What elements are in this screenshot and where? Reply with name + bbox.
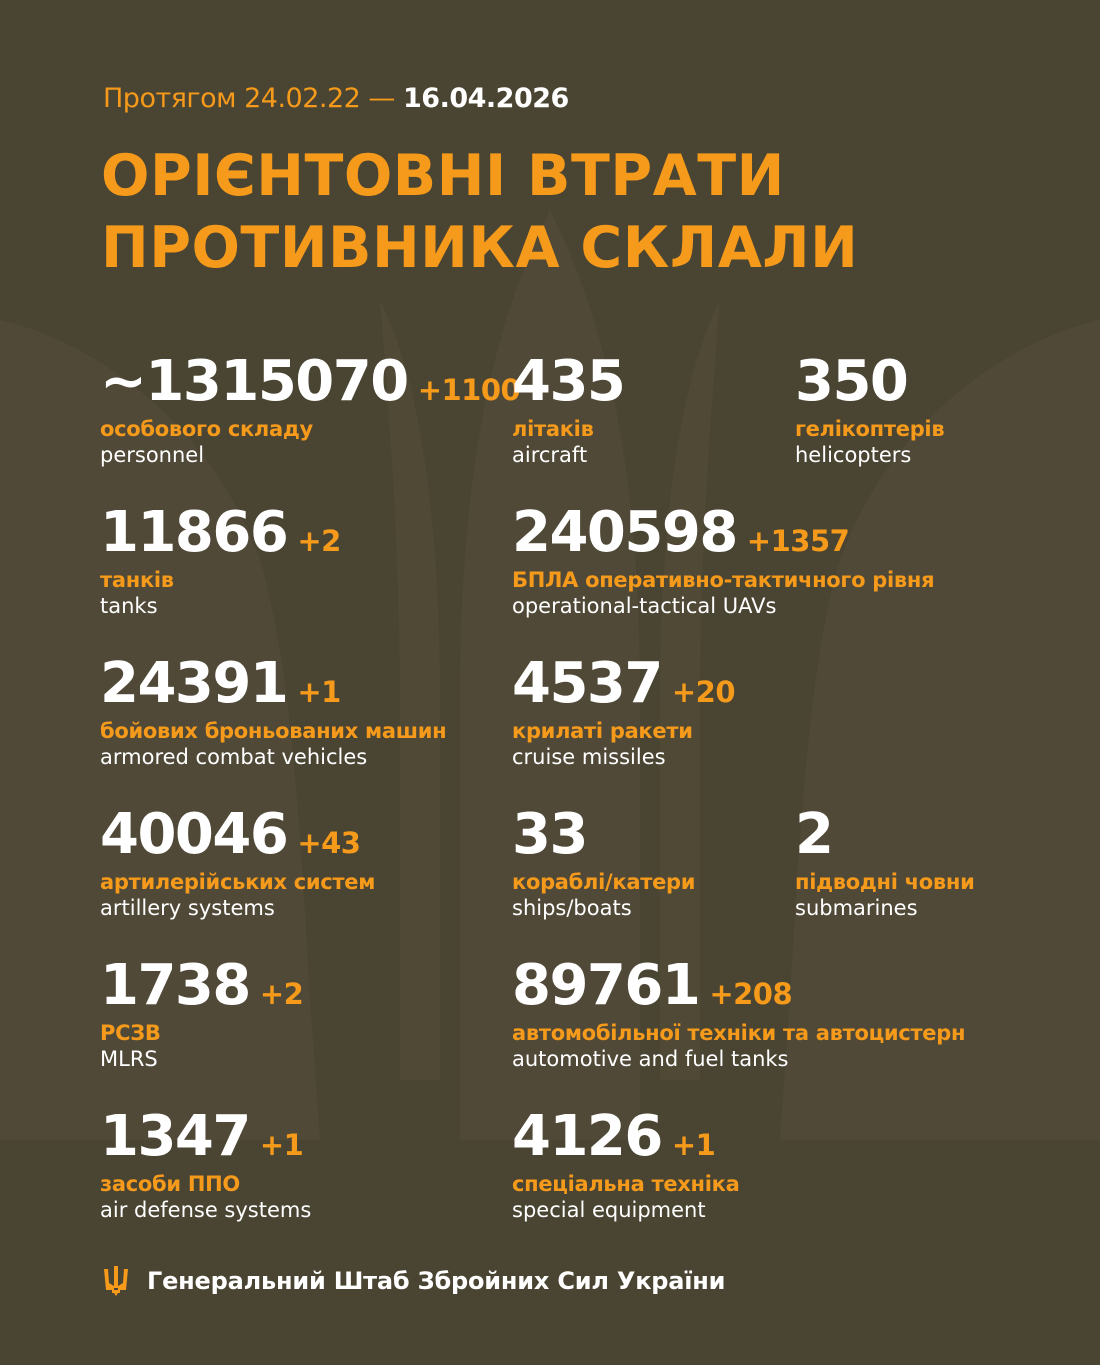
- stat-value: 435: [512, 349, 625, 414]
- stat-label-ua: гелікоптерів: [795, 417, 945, 441]
- stat-label-ua: артилерійських систем: [100, 870, 376, 894]
- stat-value: 4126: [512, 1104, 662, 1169]
- stat-air-defense: [100, 1104, 312, 1223]
- stat-label-ua: кораблі/катери: [512, 870, 696, 894]
- organization-name: Генеральний Штаб Збройних Сил України: [147, 1267, 726, 1295]
- stat-label-ua: автомобільної техніки та автоцистерн: [512, 1021, 966, 1045]
- stat-label-ua: бойових броньованих машин: [100, 719, 447, 743]
- stat-special-equipment: [512, 1104, 740, 1223]
- stat-label-ua: РСЗВ: [100, 1021, 161, 1045]
- stat-value: 1347: [100, 1104, 250, 1169]
- stat-label-en: air defense systems: [100, 1198, 312, 1222]
- stat-value: 40046: [100, 802, 288, 867]
- stat-label-en: MLRS: [100, 1047, 158, 1071]
- stat-delta: +1: [259, 1128, 304, 1162]
- stat-label-ua: БПЛА оперативно-тактичного рівня: [512, 568, 935, 592]
- stat-helicopters: [795, 349, 945, 468]
- period-prefix: Протягом 24.02.22 —: [103, 83, 395, 114]
- stat-delta: +2: [297, 524, 341, 558]
- stat-label-en: submarines: [795, 896, 918, 920]
- stat-value: 2: [795, 802, 833, 867]
- stat-delta: +43: [297, 826, 361, 860]
- stat-aircraft: [512, 349, 625, 468]
- stat-label-ua: підводні човни: [795, 870, 975, 894]
- trident-icon: [103, 1266, 129, 1296]
- stat-value: ~1315070: [100, 349, 408, 414]
- stat-value: 89761: [512, 953, 700, 1018]
- stat-submarines: [795, 802, 975, 921]
- stat-label-en: artillery systems: [100, 896, 275, 920]
- stat-delta: +1: [297, 675, 341, 709]
- stat-armored-vehicles: [100, 651, 447, 770]
- stat-delta: +2: [259, 977, 304, 1011]
- stat-value: 4537: [512, 651, 662, 716]
- stat-personnel: [100, 349, 521, 468]
- stat-ships: [512, 802, 696, 921]
- stat-value: 240598: [512, 500, 737, 565]
- stat-label-ua: особового складу: [100, 417, 313, 441]
- stat-label-en: operational-tactical UAVs: [512, 594, 777, 618]
- stat-delta: +1100: [417, 373, 521, 407]
- stat-label-en: ships/boats: [512, 896, 632, 920]
- stat-label-ua: спеціальна техніка: [512, 1172, 740, 1196]
- stat-label-en: cruise missiles: [512, 745, 666, 769]
- page-title: [101, 140, 858, 284]
- stat-delta: +1357: [746, 524, 850, 558]
- stat-label-en: tanks: [100, 594, 158, 618]
- stat-label-en: helicopters: [795, 443, 912, 467]
- stat-value: 11866: [100, 500, 288, 565]
- stat-value: 24391: [100, 651, 288, 716]
- period-end-date: 16.04.2026: [403, 83, 569, 114]
- stat-label-ua: літаків: [512, 417, 594, 441]
- stat-label-ua: крилаті ракети: [512, 719, 693, 743]
- stat-value: 33: [512, 802, 587, 867]
- stat-label-ua: засоби ППО: [100, 1172, 240, 1196]
- stat-cruise-missiles: [512, 651, 736, 770]
- stat-delta: +208: [709, 977, 793, 1011]
- stat-value: 1738: [100, 953, 250, 1018]
- stat-value: 350: [795, 349, 908, 414]
- period-header: [103, 83, 569, 114]
- stat-label-en: special equipment: [512, 1198, 706, 1222]
- title-line-1: ОРІЄНТОВНІ ВТРАТИ: [101, 143, 785, 209]
- footer: [103, 1266, 725, 1296]
- stat-label-ua: танків: [100, 568, 174, 592]
- stat-uavs: [512, 500, 935, 619]
- title-line-2: ПРОТИВНИКА СКЛАЛИ: [101, 215, 859, 281]
- stat-label-en: aircraft: [512, 443, 588, 467]
- stat-label-en: personnel: [100, 443, 205, 467]
- stat-delta: +20: [671, 675, 736, 709]
- stat-vehicles: [512, 953, 966, 1072]
- stat-label-en: automotive and fuel tanks: [512, 1047, 789, 1071]
- stat-label-en: armored combat vehicles: [100, 745, 368, 769]
- stat-mlrs: [100, 953, 304, 1072]
- stat-artillery: [100, 802, 376, 921]
- stat-tanks: [100, 500, 341, 619]
- stat-delta: +1: [671, 1128, 716, 1162]
